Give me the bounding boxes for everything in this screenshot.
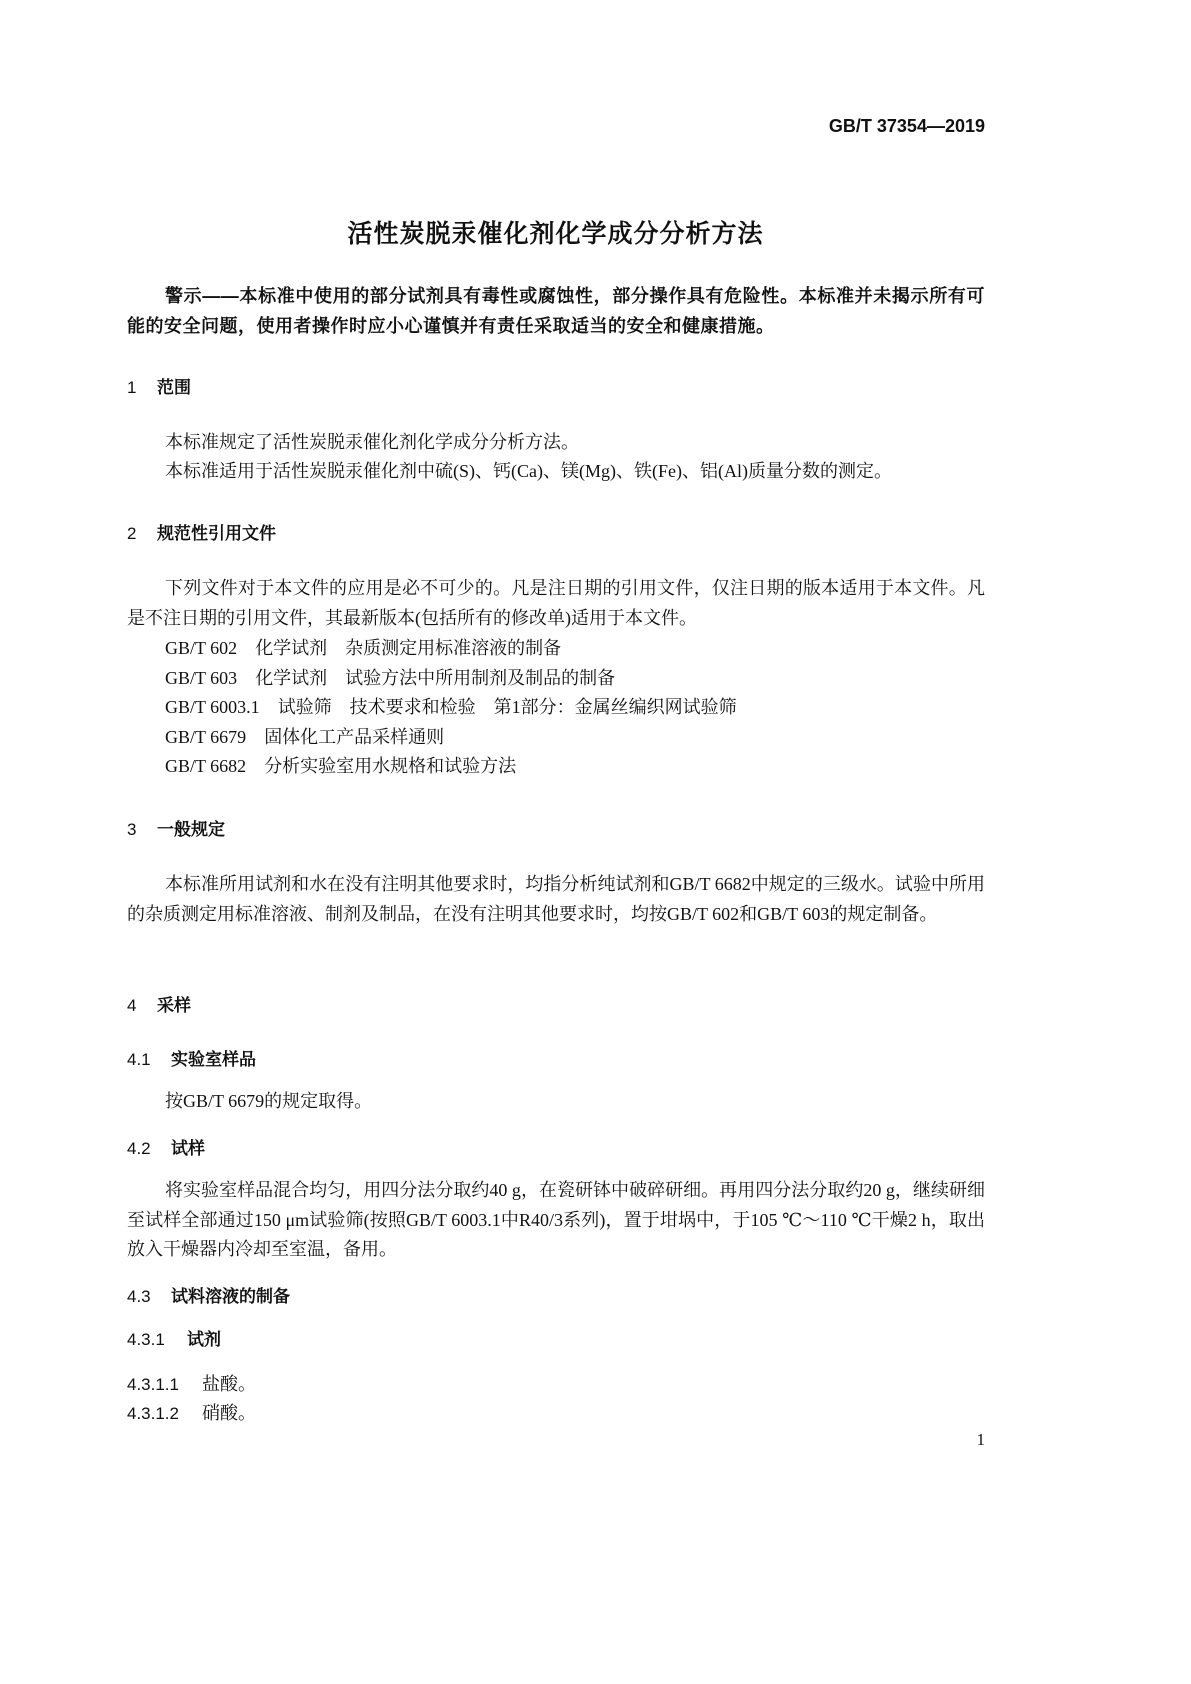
section-4-3-1-2: 4.3.1.2 硝酸。 [127, 1403, 256, 1423]
section-4-1-para: 按GB/T 6679的规定取得。 [165, 1091, 373, 1111]
reference-item: GB/T 602 化学试剂 杂质测定用标准溶液的制备 [165, 638, 562, 658]
section-3-heading: 3 一般规定 [127, 820, 225, 839]
section-1-heading: 1 范围 [127, 378, 191, 397]
warning-paragraph: 警示——本标准中使用的部分试剂具有毒性或腐蚀性，部分操作具有危险性。本标准并未揭示所有可能的安全问题，使用者操作时应小心谨慎并有责任采取适当的安全和健康措施。 [127, 286, 985, 336]
section-2-heading: 2 规范性引用文件 [127, 524, 276, 543]
reference-item: GB/T 6003.1 试验筛 技术要求和检验 第1部分：金属丝编织网试验筛 [165, 697, 737, 717]
reference-item: GB/T 603 化学试剂 试验方法中所用制剂及制品的制备 [165, 668, 616, 688]
page-number: 1 [976, 1430, 985, 1449]
section-4-3-1-heading: 4.3.1 试剂 [127, 1330, 221, 1349]
section-4-2-para: 将实验室样品混合均匀，用四分法分取约40 g，在瓷研钵中破碎研细。再用四分法分取约20 g，继续研细至试样全部通过150 μm试验筛(按照GB/T 6003.1中R40/3系列)，置于坩埚中，于105 ℃～110 ℃干燥2 h，取出放入干燥器内冷却至室温，备用。 [127, 1180, 985, 1259]
document-title: 活性炭脱汞催化剂化学成分分析方法 [347, 220, 764, 248]
section-4-heading: 4 采样 [127, 996, 191, 1015]
section-1-para-1: 本标准规定了活性炭脱汞催化剂化学成分分析方法。 [165, 432, 579, 452]
standard-number: GB/T 37354—2019 [828, 116, 985, 136]
section-4-2-heading: 4.2 试样 [127, 1139, 205, 1158]
section-4-3-heading: 4.3 试料溶液的制备 [127, 1287, 290, 1306]
reference-item: GB/T 6679 固体化工产品采样通则 [165, 727, 445, 747]
section-1-para-2: 本标准适用于活性炭脱汞催化剂中硫(S)、钙(Ca)、镁(Mg)、铁(Fe)、铝(Al)质量分数的测定。 [165, 461, 892, 481]
section-2-para-1: 下列文件对于本文件的应用是必不可少的。凡是注日期的引用文件，仅注日期的版本适用于本文件。凡是不注日期的引用文件，其最新版本(包括所有的修改单)适用于本文件。 [127, 578, 985, 628]
section-4-3-1-1: 4.3.1.1 盐酸。 [127, 1374, 256, 1394]
section-4-1-heading: 4.1 实验室样品 [127, 1050, 256, 1069]
section-3-para-1: 本标准所用试剂和水在没有注明其他要求时，均指分析纯试剂和GB/T 6682中规定的三级水。试验中所用的杂质测定用标准溶液、制剂及制品，在没有注明其他要求时，均按GB/T 602和GB/T 603的规定制备。 [127, 874, 985, 924]
reference-item: GB/T 6682 分析实验室用水规格和试验方法 [165, 756, 517, 776]
